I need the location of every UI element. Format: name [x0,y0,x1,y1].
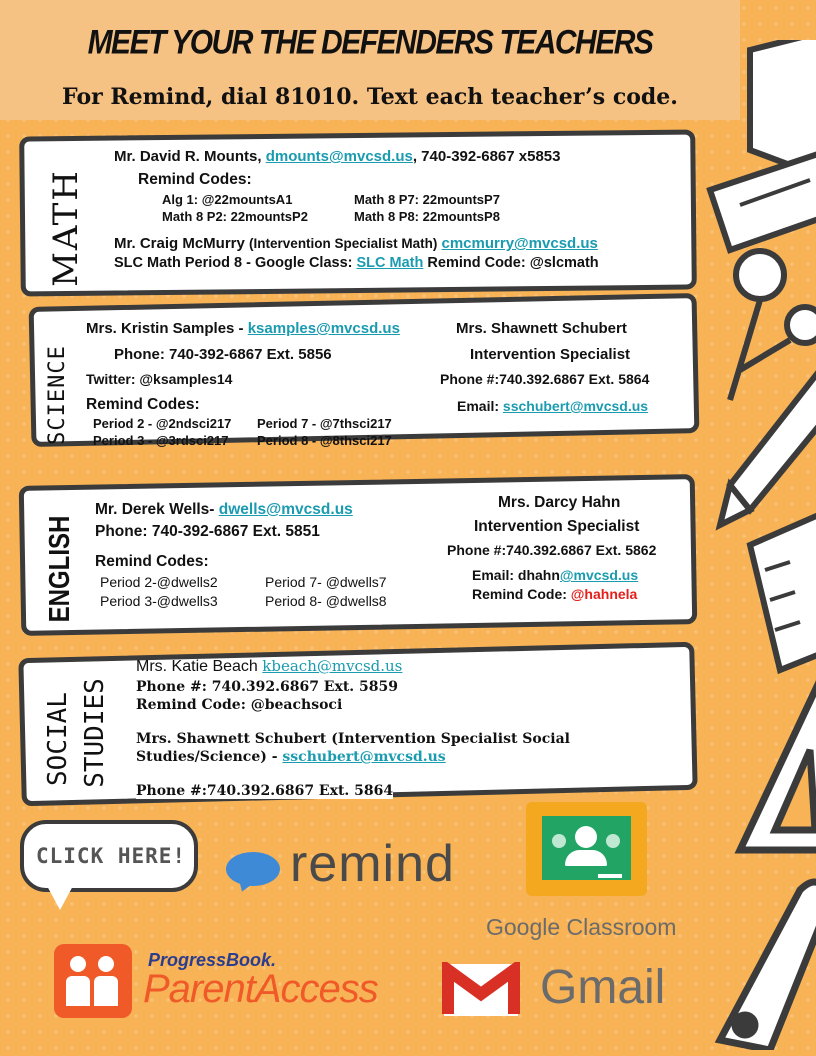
google-classroom-icon[interactable] [526,802,647,896]
math-teacher-2 [114,235,598,252]
science-code-4: Period 8 - @8thsci217 [257,433,392,448]
progressbook-label: ProgressBook. [148,950,277,970]
english-teacher-2-role: Intervention Specialist [474,518,640,535]
laptop-icon [710,40,816,250]
science-code-3: Period 3 - @3rdsci217 [93,433,229,448]
social-teacher-1 [136,657,402,676]
remind-link[interactable]: remind [290,835,455,893]
science-teacher-2-email-label: Email: [457,398,500,414]
english-teacher-2-email-label: Email: dhahn [472,567,560,583]
english-teacher-1-email-link[interactable]: dwells@mvcsd.us [218,501,353,518]
stapler-icon [720,882,816,1050]
math-section-label: MATH [46,169,86,287]
social-section-label-1: SOCIAL [43,692,73,786]
math-teacher-1 [114,148,560,165]
parentaccess-link[interactable]: ParentAccess [143,967,378,1011]
social-teacher-1-remind: Remind Code: @beachsoci [136,697,343,713]
social-teacher-2-role: Studies/Science) - [136,749,278,765]
science-teacher-2-role: Intervention Specialist [470,346,631,363]
scissors-icon [730,251,816,400]
english-teacher-1 [95,501,353,519]
science-teacher-1-phone: Phone: 740-392-6867 Ext. 5856 [114,346,332,363]
science-teacher-2-phone: Phone #:740.392.6867 Ext. 5864 [440,371,650,387]
social-teacher-2-email-link[interactable]: sschubert@mvcsd.us [282,749,446,765]
social-teacher-1-name: Mrs. Katie Beach [136,658,258,675]
math-code-2: Math 8 P7: 22mountsP7 [354,192,500,207]
ruler-icon [750,510,816,670]
english-teacher-2-remind [472,586,637,602]
math-teacher-1-phone: , 740-392-6867 x5853 [412,148,561,165]
english-teacher-2-remind-label: Remind Code: [472,586,567,602]
math-teacher-1-email-link[interactable]: dmounts@mvcsd.us [265,148,413,165]
science-teacher-1-name: Mrs. Kristin Samples - [86,320,244,337]
english-code-2: Period 7- @dwells7 [265,574,387,590]
english-code-1: Period 2-@dwells2 [100,574,218,590]
page-subtitle: For Remind, dial 81010. Text each teacher’s code. [62,84,678,110]
social-teacher-2-line2 [136,749,446,765]
bubble-tail [46,884,74,910]
science-teacher-2-email [457,398,648,414]
english-code-3: Period 3-@dwells3 [100,593,218,609]
english-teacher-2-email [472,567,638,583]
page-title: MEET YOUR THE DEFENDERS TEACHERS [87,23,653,62]
remind-bubble-icon[interactable] [226,852,280,886]
parentaccess-icon[interactable] [54,944,132,1018]
math-teacher-2-email-link[interactable]: cmcmurry@mvcsd.us [441,235,598,252]
gmail-link[interactable]: Gmail [540,961,666,1014]
math-remind-title: Remind Codes: [138,171,252,188]
science-teacher-2-name: Mrs. Shawnett Schubert [456,320,627,337]
english-teacher-2-name: Mrs. Darcy Hahn [498,494,621,511]
math-code-4: Math 8 P8: 22mountsP8 [354,209,500,224]
social-teacher-1-phone: Phone #: 740.392.6867 Ext. 5859 [136,679,399,695]
english-teacher-2-email-link[interactable]: @mvcsd.us [559,567,639,583]
english-code-4: Period 8- @dwells8 [265,593,387,609]
math-code-1: Alg 1: @22mountsA1 [162,192,293,207]
science-teacher-1-email-link[interactable]: ksamples@mvcsd.us [247,320,400,337]
math-teacher-1-name: Mr. David R. Mounts, [114,148,262,165]
english-section-label: ENGLISH [43,515,76,623]
social-teacher-1-email-link[interactable]: kbeach@mvcsd.us [262,657,403,675]
math-slc-line [114,255,599,271]
gmail-icon[interactable] [442,962,520,1018]
english-teacher-2-phone: Phone #:740.392.6867 Ext. 5862 [447,542,657,558]
science-remind-title: Remind Codes: [86,396,200,413]
science-code-1: Period 2 - @2ndsci217 [93,416,232,431]
english-remind-title: Remind Codes: [95,553,209,570]
english-teacher-1-phone: Phone: 740-392-6867 Ext. 5851 [95,523,320,540]
click-here-text[interactable]: CLICK HERE! [36,844,187,868]
math-code-3: Math 8 P2: 22mountsP2 [162,209,308,224]
social-teacher-2-phone: Phone #:740.392.6867 Ext. 5864 [136,783,394,799]
science-section-label: SCIENCE [45,345,70,445]
science-twitter: Twitter: @ksamples14 [86,371,233,387]
science-teacher-1 [86,320,400,337]
english-teacher-2-remind-code: @hahnela [570,586,638,602]
math-teacher-2-role: (Intervention Specialist Math) [249,236,438,251]
math-teacher-2-name: Mr. Craig McMurry [114,235,245,252]
set-square-icon [740,680,816,850]
social-section-label-2: STUDIES [80,678,110,788]
google-classroom-link[interactable]: Google Classroom [486,914,677,940]
slc-math-text: SLC Math Period 8 - Google Class: [114,255,353,271]
english-teacher-1-name: Mr. Derek Wells- [95,501,215,518]
science-teacher-2-email-link[interactable]: sschubert@mvcsd.us [502,398,649,414]
science-code-2: Period 7 - @7thsci217 [257,416,392,431]
slc-math-remind-code: Remind Code: @slcmath [427,255,599,271]
school-supplies-illustration [690,40,816,1050]
social-teacher-2-line1: Mrs. Shawnett Schubert (Intervention Specialist Social [136,731,570,747]
slc-math-link[interactable]: SLC Math [356,255,424,271]
